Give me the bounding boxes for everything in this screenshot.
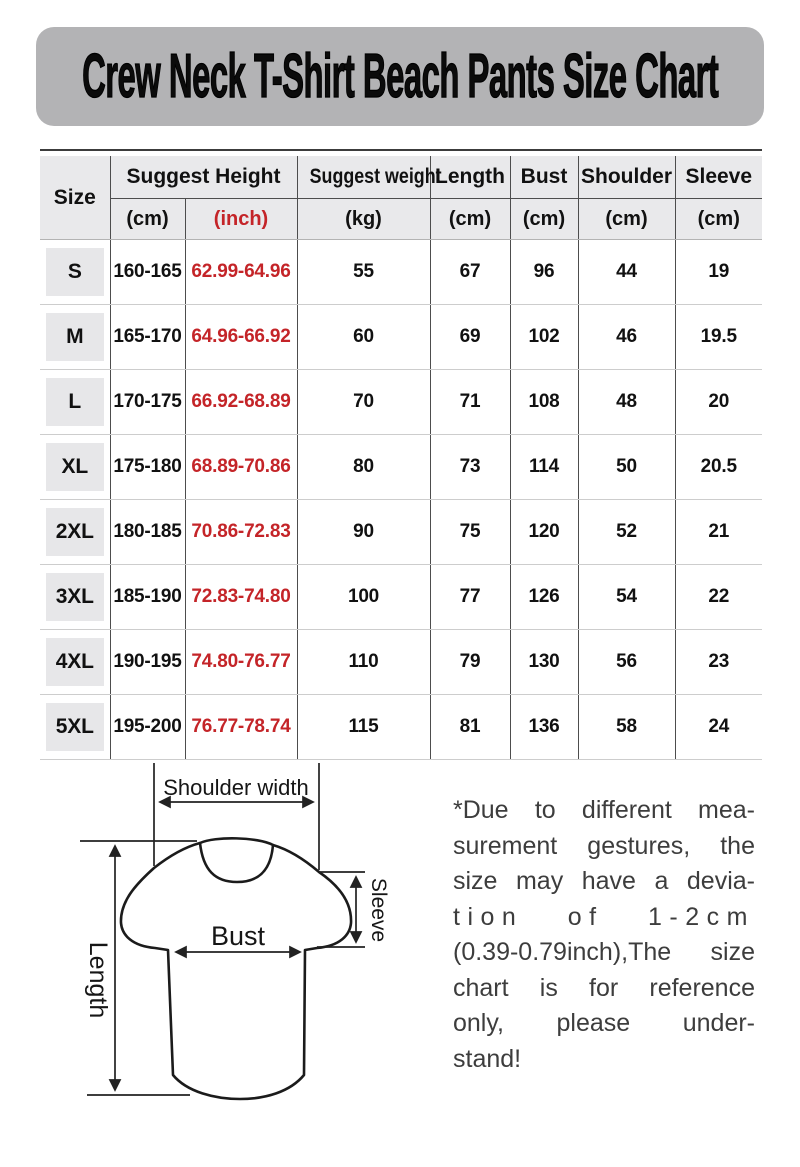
table-cell-sleeve_cm: 21 (675, 500, 762, 565)
table-cell-weight_kg: 55 (297, 240, 430, 305)
table-row (40, 565, 762, 630)
bust-label: Bust (210, 921, 266, 951)
note-line: *Due to different mea- (453, 796, 755, 824)
unit-length-cm: (cm) (430, 199, 510, 240)
table-cell-height_inch: 74.80-76.77 (185, 630, 297, 695)
table-cell-shoulder_cm: 50 (578, 435, 675, 500)
size-chart-table (40, 156, 762, 760)
table-row (40, 500, 762, 565)
table-cell-weight_kg: 60 (297, 305, 430, 370)
header-row-labels (40, 156, 762, 199)
tshirt-collar (200, 843, 273, 882)
table-cell-weight_kg: 90 (297, 500, 430, 565)
table-cell-shoulder_cm: 46 (578, 305, 675, 370)
table-cell-sleeve_cm: 19.5 (675, 305, 762, 370)
table-cell-length_cm: 75 (430, 500, 510, 565)
table-cell-length_cm: 67 (430, 240, 510, 305)
table-cell-length_cm: 69 (430, 305, 510, 370)
column-header-length: Length (430, 156, 510, 199)
table-cell-bust_cm: 108 (510, 370, 578, 435)
note-line: only, please under- (453, 1009, 755, 1037)
table-cell-weight_kg: 110 (297, 630, 430, 695)
note-line: tion of 1-2cm (453, 902, 755, 931)
size-chip: 4XL (46, 638, 104, 686)
table-cell-height_inch: 70.86-72.83 (185, 500, 297, 565)
unit-height-cm: (cm) (110, 199, 185, 240)
note-line: stand! (453, 1044, 522, 1073)
table-cell-length_cm: 81 (430, 695, 510, 760)
table-cell-bust_cm: 102 (510, 305, 578, 370)
table-cell-length_cm: 77 (430, 565, 510, 630)
table-cell-weight_kg: 80 (297, 435, 430, 500)
table-row (40, 240, 762, 305)
size-cell (40, 500, 110, 565)
table-cell-sleeve_cm: 20.5 (675, 435, 762, 500)
table-cell-height_inch: 64.96-66.92 (185, 305, 297, 370)
table-cell-height_inch: 72.83-74.80 (185, 565, 297, 630)
size-cell (40, 435, 110, 500)
table-cell-sleeve_cm: 19 (675, 240, 762, 305)
shoulder-width-label: Shoulder width (163, 775, 309, 800)
title-banner (36, 27, 764, 126)
table-cell-shoulder_cm: 54 (578, 565, 675, 630)
table-cell-height_inch: 66.92-68.89 (185, 370, 297, 435)
size-cell (40, 370, 110, 435)
tshirt-outline (121, 838, 351, 1099)
table-cell-height_inch: 68.89-70.86 (185, 435, 297, 500)
table-cell-height_cm: 160-165 (110, 240, 185, 305)
size-cell (40, 305, 110, 370)
size-chip: S (46, 248, 104, 296)
measurement-note (453, 793, 755, 1077)
table-cell-sleeve_cm: 24 (675, 695, 762, 760)
table-cell-shoulder_cm: 56 (578, 630, 675, 695)
table-cell-weight_kg: 100 (297, 565, 430, 630)
table-cell-sleeve_cm: 22 (675, 565, 762, 630)
table-cell-height_cm: 185-190 (110, 565, 185, 630)
column-header-suggest-weight-label: Suggest weight (309, 165, 442, 188)
note-line: surement gestures, the (453, 831, 755, 860)
table-cell-height_cm: 165-170 (110, 305, 185, 370)
tshirt-measurement-diagram (50, 750, 450, 1130)
unit-shoulder-cm: (cm) (578, 199, 675, 240)
table-cell-height_cm: 190-195 (110, 630, 185, 695)
column-header-suggest-weight (297, 156, 442, 199)
table-cell-shoulder_cm: 58 (578, 695, 675, 760)
page-title: Crew Neck T-Shirt Beach Pants Size Chart (81, 42, 719, 111)
sleeve-label: Sleeve (367, 877, 390, 943)
table-row (40, 630, 762, 695)
table-cell-shoulder_cm: 44 (578, 240, 675, 305)
table-top-rule (40, 149, 762, 151)
table-cell-height_cm: 175-180 (110, 435, 185, 500)
column-header-bust: Bust (510, 156, 578, 199)
length-label: Length (84, 941, 112, 1019)
header-row-units (40, 199, 762, 240)
table-cell-sleeve_cm: 23 (675, 630, 762, 695)
table-cell-height_cm: 180-185 (110, 500, 185, 565)
column-header-shoulder: Shoulder (578, 156, 675, 199)
table-cell-weight_kg: 115 (297, 695, 430, 760)
size-cell (40, 240, 110, 305)
unit-bust-cm: (cm) (510, 199, 578, 240)
table-row (40, 305, 762, 370)
table-cell-length_cm: 73 (430, 435, 510, 500)
column-header-sleeve: Sleeve (675, 156, 762, 199)
column-header-size: Size (40, 156, 110, 240)
table-cell-shoulder_cm: 48 (578, 370, 675, 435)
table-cell-bust_cm: 114 (510, 435, 578, 500)
table-cell-shoulder_cm: 52 (578, 500, 675, 565)
table-cell-sleeve_cm: 20 (675, 370, 762, 435)
table-cell-height_cm: 195-200 (110, 695, 185, 760)
note-line: chart is for reference (453, 973, 755, 1002)
table-cell-height_inch: 76.77-78.74 (185, 695, 297, 760)
table-cell-bust_cm: 126 (510, 565, 578, 630)
size-table-body (40, 240, 762, 760)
size-cell (40, 565, 110, 630)
table-row (40, 435, 762, 500)
table-cell-length_cm: 79 (430, 630, 510, 695)
note-line: (0.39-0.79inch),The size (453, 938, 755, 966)
size-chip: XL (46, 443, 104, 491)
table-cell-height_inch: 62.99-64.96 (185, 240, 297, 305)
table-row (40, 370, 762, 435)
size-chip: 3XL (46, 573, 104, 621)
size-chip: L (46, 378, 104, 426)
unit-weight-kg: (kg) (297, 199, 430, 240)
unit-sleeve-cm: (cm) (675, 199, 762, 240)
table-cell-length_cm: 71 (430, 370, 510, 435)
size-chip: M (46, 313, 104, 361)
table-cell-bust_cm: 136 (510, 695, 578, 760)
column-header-suggest-height: Suggest Height (110, 156, 297, 199)
table-cell-bust_cm: 96 (510, 240, 578, 305)
table-cell-height_cm: 170-175 (110, 370, 185, 435)
table-cell-bust_cm: 120 (510, 500, 578, 565)
note-line: size may have a devia- (453, 867, 755, 895)
table-cell-bust_cm: 130 (510, 630, 578, 695)
table-cell-weight_kg: 70 (297, 370, 430, 435)
size-chip: 5XL (46, 703, 104, 751)
size-chip: 2XL (46, 508, 104, 556)
unit-height-inch: (inch) (185, 199, 297, 240)
size-cell (40, 630, 110, 695)
